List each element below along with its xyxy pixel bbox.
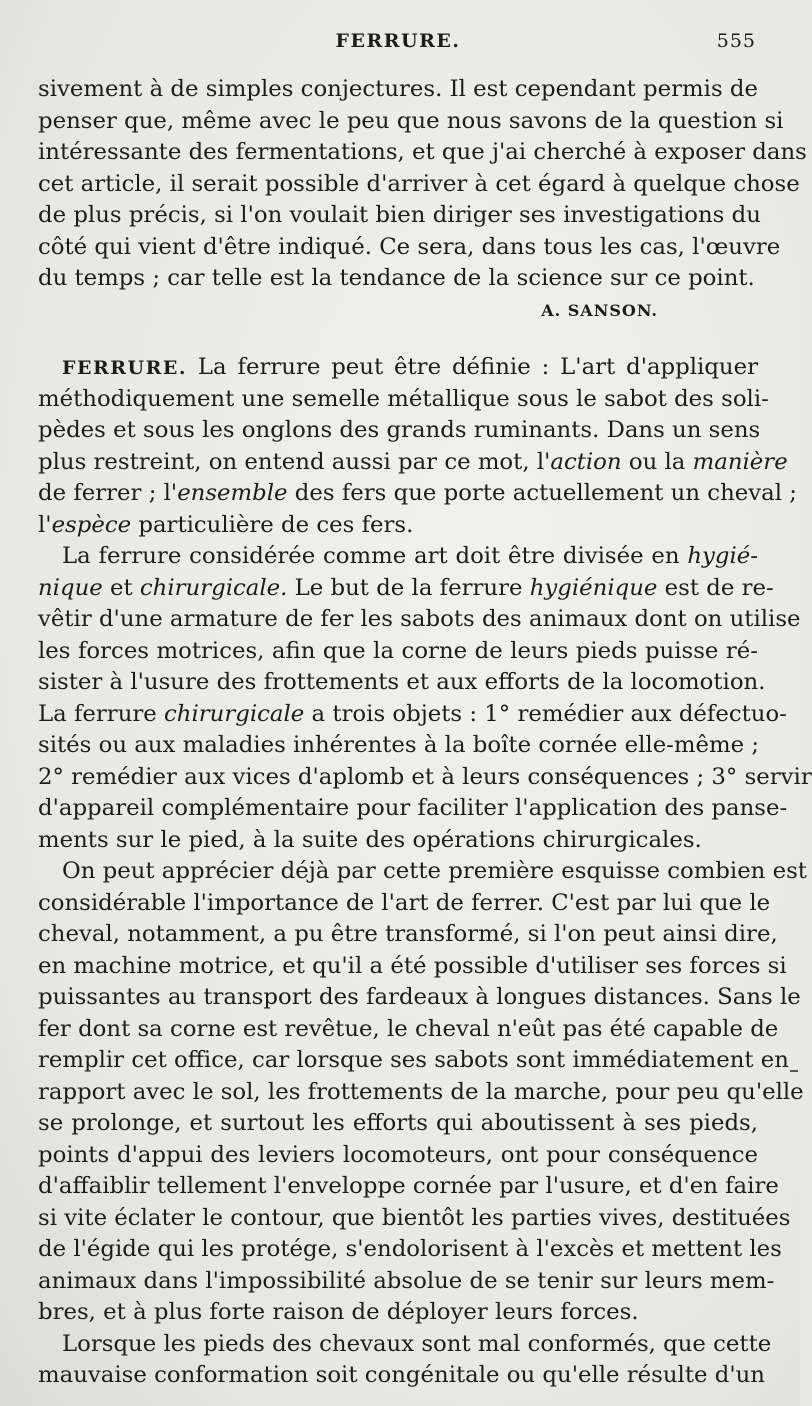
text-line: sités ou aux maladies inhérentes à la boîte cornée elle-même ; — [38, 732, 760, 758]
text-line: cheval, notamment, a pu être transformé, si l'on peut ainsi dire, — [38, 921, 778, 947]
text-line: mauvaise conformation soit congénitale ou qu'elle résulte d'un — [38, 1362, 765, 1388]
article-headword: FERRURE. — [62, 357, 188, 379]
text-line: de plus précis, si l'on voulait bien diriger ses investigations du — [38, 202, 761, 228]
text-line: nique et chirurgicale. Le but de la ferrure hygiénique est de re- — [38, 574, 774, 601]
margin-mark — [790, 1070, 798, 1072]
text-line: La ferrure chirurgicale a trois objets : 1° remédier aux défectuo- — [38, 700, 787, 727]
text-line: ments sur le pied, à la suite des opérations chirurgicales. — [38, 826, 702, 853]
text-line: considérable l'importance de l'art de ferrer. C'est par lui que le — [38, 889, 771, 916]
text-line: plus restreint, on entend aussi par ce mot, l'action ou la manière — [38, 448, 788, 475]
text-line: cet article, il serait possible d'arriver à cet égard à quelque chose — [38, 170, 800, 197]
text-line: fer dont sa corne est revêtue, le cheval n'eût pas été capable de — [38, 1015, 779, 1042]
text-line: de ferrer ; l'ensemble des fers que porte actuellement un cheval ; — [38, 480, 797, 506]
running-title: FERRURE. — [335, 30, 461, 52]
text-line: de l'égide qui les protége, s'endolorisent à l'excès et mettent les — [38, 1236, 782, 1262]
author-signature: A. SANSON. — [541, 300, 658, 320]
running-head — [40, 30, 756, 60]
text-line: intéressante des fermentations, et que j'ai cherché à exposer dans — [38, 139, 807, 165]
text-line: se prolonge, et surtout les efforts qui aboutissent à ses pieds, — [38, 1110, 758, 1136]
text-line: méthodiquement une semelle métallique sous le sabot des soli- — [38, 385, 769, 412]
page-body — [38, 74, 812, 1392]
text-line: côté qui vient d'être indiqué. Ce sera, dans tous les cas, l'œuvre — [38, 233, 781, 260]
text-line: sivement à de simples conjectures. Il est cependant permis de — [38, 76, 758, 102]
text-line: remplir cet office, car lorsque ses sabots sont immédiatement en — [38, 1047, 789, 1073]
page-number: 555 — [716, 30, 756, 52]
article-separator — [38, 326, 758, 352]
text-line: rapport avec le sol, les frottements de la marche, pour peu qu'elle — [38, 1078, 804, 1105]
text-line: d'appareil complémentaire pour faciliter l'application des panse- — [38, 795, 788, 821]
text-line: si vite éclater le contour, que bientôt les parties vives, destituées — [38, 1204, 791, 1231]
text-line: l'espèce particulière de ces fers. — [38, 511, 414, 538]
text-line: On peut apprécier déjà par cette première esquisse combien est — [62, 858, 807, 884]
text-line: Lorsque les pieds des chevaux sont mal conformés, que cette — [62, 1330, 772, 1357]
text-line: FERRURE. La ferrure peut être définie : L'art d'appliquer — [62, 354, 758, 380]
text-line: La ferrure considérée comme art doit être divisée en hygié- — [62, 543, 758, 569]
text-line: du temps ; car telle est la tendance de la science sur ce point. — [38, 265, 755, 291]
text-line: penser que, même avec le peu que nous savons de la question si — [38, 107, 784, 134]
text-line: animaux dans l'impossibilité absolue de se tenir sur leurs mem- — [38, 1267, 775, 1294]
text-line: sister à l'usure des frottements et aux efforts de la locomotion. — [38, 669, 766, 695]
text-line: vêtir d'une armature de fer les sabots des animaux dont on utilise — [38, 606, 801, 632]
text-line: bres, et à plus forte raison de déployer leurs forces. — [38, 1299, 639, 1325]
text-line: 2° remédier aux vices d'aplomb et à leurs conséquences ; 3° servir — [38, 763, 812, 790]
text-line: points d'appui des leviers locomoteurs, ont pour conséquence — [38, 1141, 758, 1168]
text-line: pèdes et sous les onglons des grands ruminants. Dans un sens — [38, 417, 761, 443]
text-line: d'affaiblir tellement l'enveloppe cornée par l'usure, et d'en faire — [38, 1173, 779, 1199]
text-line: les forces motrices, afin que la corne de leurs pieds puisse ré- — [38, 637, 758, 664]
text-line: en machine motrice, et qu'il a été possible d'utiliser ses forces si — [38, 952, 787, 979]
text-line: puissantes au transport des fardeaux à longues distances. Sans le — [38, 984, 801, 1010]
